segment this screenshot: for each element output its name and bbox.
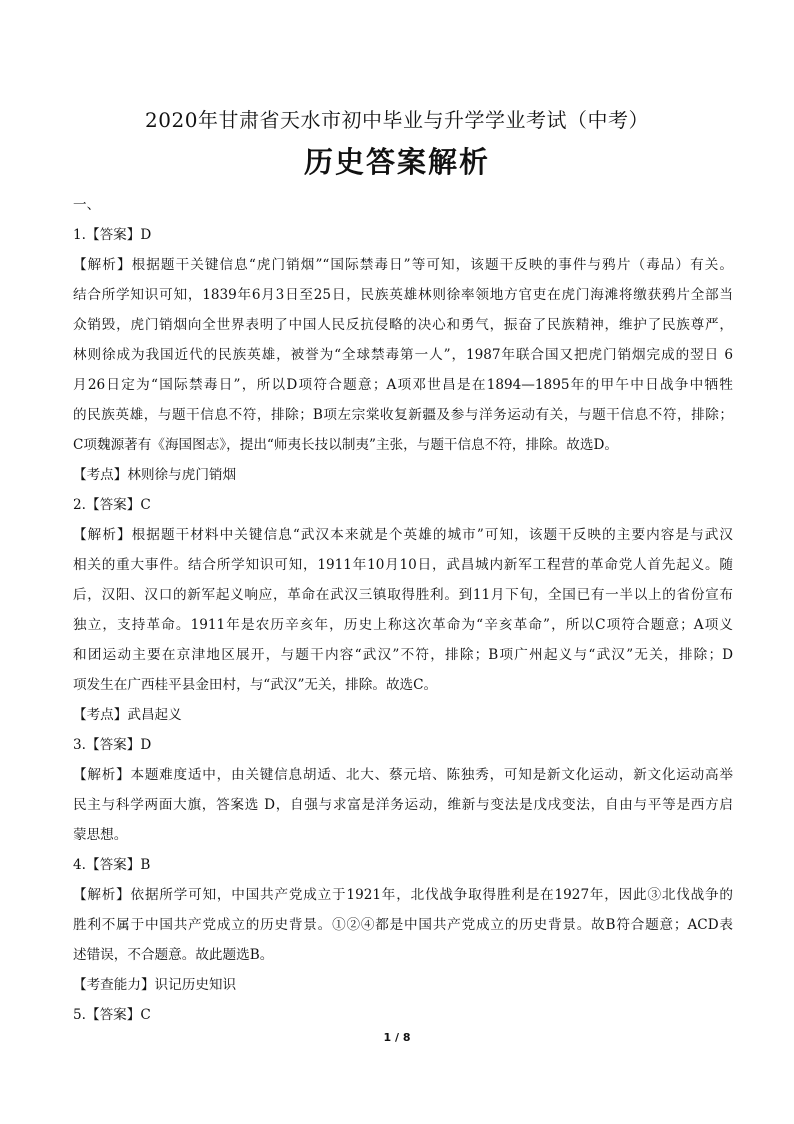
section-heading: 一、 (73, 197, 101, 213)
answer-line: 2.【答案】C (73, 497, 151, 513)
analysis-line: C项魏源著有《海国图志》，提出“师夷长技以制夷”主张，与题干信息不符，排除。故选D。 (73, 437, 618, 453)
document-title: 2020年甘肃省天水市初中毕业与升学学业考试（中考） (145, 108, 649, 132)
analysis-line: 后，汉阳、汉口的新军起义响应，革命在武汉三镇取得胜利。到11月下旬，全国已有一半以上的省份宣布 (73, 587, 733, 603)
analysis-line: 蒙思想。 (73, 827, 128, 843)
ability-point: 【考查能力】识记历史知识 (73, 977, 237, 993)
answer-line: 5.【答案】C (73, 1007, 151, 1023)
analysis-line: 月26日定为“国际禁毒日”，所以D项符合题意；A项邓世昌是在1894—1895年的甲午中日战争中牺牲 (73, 377, 733, 393)
analysis-line: 相关的重大事件。结合所学知识可知，1911年10月10日，武昌城内新军工程营的革命党人首先起义。随 (73, 557, 733, 573)
analysis-line: 众销毁，虎门销烟向全世界表明了中国人民反抗侵略的决心和勇气，振奋了民族精神，维护了民族尊严， (73, 317, 733, 333)
document-body (73, 190, 733, 1030)
analysis-line: 的民族英雄，与题干信息不符，排除；B项左宗棠收复新疆及参与洋务运动有关，与题干信息不符，排除； (73, 407, 733, 423)
analysis-line: 和团运动主要在京津地区展开，与题干内容“武汉”不符，排除；B项广州起义与“武汉”无关，排除；D (73, 647, 733, 663)
document-subtitle: 历史答案解析 (303, 145, 490, 179)
analysis-line: 述错误，不合题意。故此题选B。 (73, 947, 274, 963)
analysis-line: 【解析】依据所学可知，中国共产党成立于1921年，北伐战争取得胜利是在1927年，因此③北伐战争的 (73, 887, 733, 903)
analysis-line: 林则徐成为我国近代的民族英雄，被誉为“全球禁毒第一人”，1987年联合国又把虎门销烟完成的翌日 6 (73, 347, 733, 363)
answer-line: 1.【答案】D (73, 227, 152, 243)
analysis-line: 【解析】根据题干材料中关键信息“武汉本来就是个英雄的城市”可知，该题干反映的主要内容是与武汉 (73, 527, 733, 543)
answer-line: 3.【答案】D (73, 737, 152, 753)
page-number: 1 / 8 (383, 1031, 411, 1044)
analysis-line: 独立，支持革命。1911年是农历辛亥年，历史上称这次革命为“辛亥革命”，所以C项符合题意；A项义 (73, 617, 733, 633)
analysis-line: 项发生在广西桂平县金田村，与“武汉”无关，排除。故选C。 (73, 677, 438, 693)
answer-line: 4.【答案】B (73, 857, 151, 873)
analysis-line: 胜利不属于中国共产党成立的历史背景。①②④都是中国共产党成立的历史背景。故B符合题意；ACD表 (73, 917, 733, 933)
analysis-line: 结合所学知识可知，1839年6月3日至25日，民族英雄林则徐率领地方官吏在虎门海滩将缴获鸦片全部当 (73, 287, 733, 303)
knowledge-point: 【考点】林则徐与虎门销烟 (73, 467, 237, 483)
analysis-line: 【解析】根据题干关键信息“虎门销烟”“国际禁毒日”等可知，该题干反映的事件与鸦片（毒品）有关。 (73, 257, 733, 273)
analysis-line: 【解析】本题难度适中，由关键信息胡适、北大、蔡元培、陈独秀，可知是新文化运动，新文化运动高举 (73, 767, 733, 783)
knowledge-point: 【考点】武昌起义 (73, 707, 182, 723)
analysis-line: 民主与科学两面大旗，答案选 D，自强与求富是洋务运动，维新与变法是戊戌变法，自由与平等是西方启 (73, 797, 733, 813)
